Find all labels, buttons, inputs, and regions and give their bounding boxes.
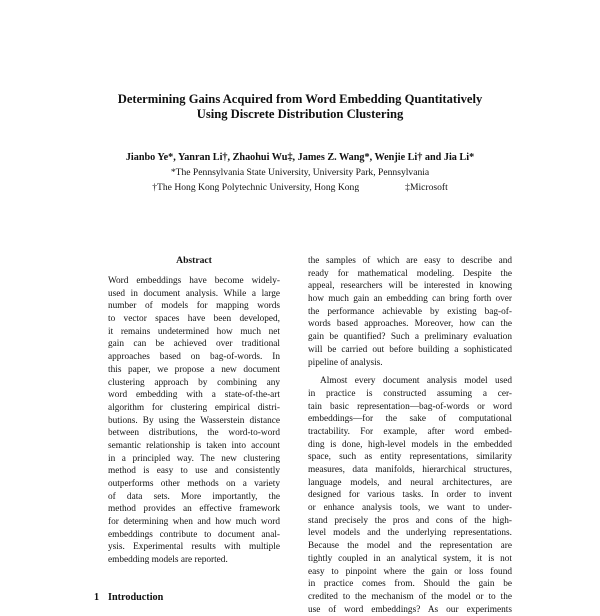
- body-line: in practice is constructed assuming a cer-: [308, 388, 512, 399]
- body-line: the samples of which are easy to describe and: [308, 256, 512, 266]
- abstract-line: outperforms other methods on a variety: [108, 479, 280, 489]
- abstract-line: method is easy to use and consistently: [108, 466, 280, 477]
- abstract-line: in a principled way. The new clustering: [108, 453, 280, 464]
- abstract-line: used in document analysis. While a large: [108, 288, 280, 299]
- body-line: credited to the mechanism of the model or to the: [308, 591, 512, 602]
- body-line: appeal, researchers will be interested in knowing: [308, 281, 512, 292]
- body-line: use of word embeddings? As our experiments: [308, 604, 512, 615]
- abstract-line: of data sets. More importantly, the: [108, 491, 280, 502]
- body-line: measures, data manifolds, hierarchical structures,: [308, 465, 512, 475]
- body-line: or enhance analysis tools, we want to under-: [308, 503, 512, 514]
- abstract-line: approaches based on bag-of-words. In: [108, 352, 280, 363]
- body-line: designed for various tasks. In order to invent: [308, 490, 512, 501]
- right-column-body: [308, 255, 512, 616]
- body-line: words based approaches. Moreover, how can the: [308, 319, 512, 330]
- abstract-line: embeddings contribute to document anal-: [108, 529, 280, 540]
- abstract-line: for determining when and how much word: [108, 517, 280, 528]
- body-line: embeddings—for the sake of computational: [308, 414, 512, 425]
- body-line: how much gain an embedding can bring forth over: [308, 294, 512, 305]
- abstract-line: number of models for mapping words: [108, 301, 280, 312]
- abstract-line: semantic relationship is taken into account: [108, 440, 280, 451]
- affiliation-hk: †The Hong Kong Polytechnic University, Hong Kong: [152, 182, 360, 193]
- affiliation-microsoft: ‡Microsoft: [405, 182, 448, 193]
- abstract-line: butions. By using the Wasserstein distance: [108, 415, 280, 426]
- affiliation-line-2: [0, 182, 600, 194]
- body-line: tain basic representation—bag-of-words or word: [308, 401, 512, 412]
- abstract-line: it remains undetermined how much net: [108, 326, 280, 337]
- body-line: pipeline of analysis.: [308, 357, 383, 368]
- paper-title: [0, 92, 600, 122]
- author-list: Jianbo Ye*, Yanran Li†, Zhaohui Wu‡, James Z. Wang*, Wenjie Li† and Jia Li*: [125, 152, 475, 163]
- body-line: tractability. For example, after word embed-: [308, 426, 512, 437]
- body-line: level models and the underlying representations.: [308, 528, 512, 539]
- abstract-line: algorithm for clustering empirical distri-: [108, 402, 280, 413]
- abstract-line: ysis. Experimental results with multiple: [108, 542, 280, 553]
- abstract-line: to vector spaces have been developed,: [108, 314, 280, 325]
- section-number: 1: [94, 592, 100, 603]
- body-line: ding is done, high-level models in the embedded: [308, 439, 512, 450]
- body-line: Almost every document analysis model used: [320, 376, 512, 387]
- body-line: easy to pinpoint where the gain or loss found: [308, 566, 512, 577]
- section-title: Introduction: [108, 592, 164, 603]
- body-line: in practice comes from. Should the gain be: [308, 579, 512, 590]
- body-line: the performance achievable by existing bag-of-: [308, 306, 512, 317]
- title-line-2: Using Discrete Distribution Clustering: [196, 107, 404, 121]
- abstract-line: method provides an effective framework: [108, 504, 280, 515]
- abstract-body: [108, 275, 280, 567]
- body-line: will be carried out before building a sophisticated: [308, 344, 512, 355]
- title-line-1: Determining Gains Acquired from Word Embedding Quantitatively: [117, 92, 483, 106]
- abstract-line: Word embeddings have become widely-: [108, 276, 280, 286]
- body-line: gain be quantified? Such a preliminary evaluation: [308, 332, 512, 343]
- abstract-line: word embedding with a state-of-the-art: [108, 390, 280, 401]
- body-line: ready for mathematical modeling. Despite the: [308, 268, 512, 279]
- body-line: space, such as entity representations, similarity: [308, 452, 512, 463]
- body-line: language models, and neural architectures, are: [308, 477, 512, 488]
- abstract-heading: Abstract: [176, 255, 212, 266]
- body-line: tightly coupled in an analytical system, it is not: [308, 553, 512, 564]
- abstract-line: between distributions, the word-to-word: [108, 428, 280, 439]
- body-line: stand precisely the pros and cons of the high-: [308, 515, 512, 526]
- body-line: Because the model and the representation are: [308, 541, 512, 552]
- abstract-line: this paper, we propose a new document: [108, 364, 280, 375]
- section-heading-introduction: [94, 591, 163, 604]
- abstract-line: clustering approach by combining any: [108, 377, 280, 388]
- abstract-line: gain can be achieved over traditional: [108, 339, 280, 350]
- abstract-line: embedding models are reported.: [108, 555, 228, 566]
- affiliation-line-1: *The Pennsylvania State University, University Park, Pennsylvania: [170, 167, 430, 178]
